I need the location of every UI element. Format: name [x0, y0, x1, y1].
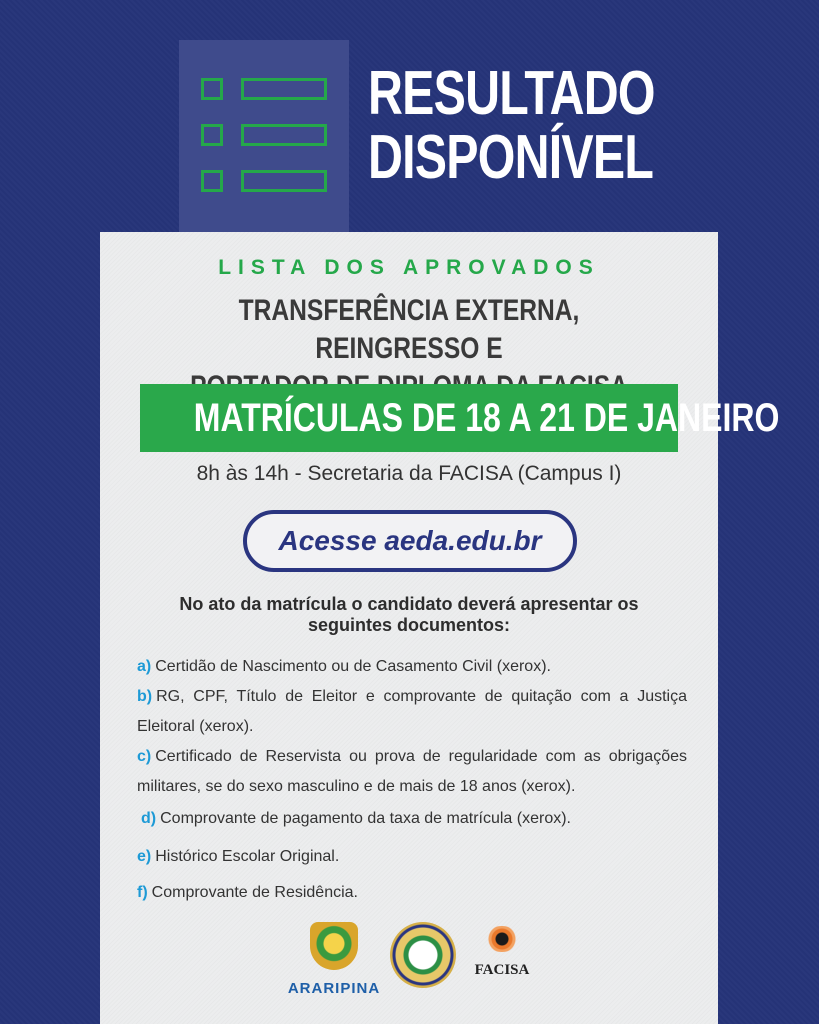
list-item: [137, 682, 687, 742]
aeda-seal-logo: [390, 922, 456, 988]
info-card: [100, 232, 780, 1024]
item-letter: c): [137, 748, 152, 765]
headline-line-2: DISPONÍVEL: [368, 123, 654, 192]
approved-list-label: LISTA DOS APROVADOS: [218, 256, 600, 279]
facisa-logo-text: FACISA: [474, 962, 530, 978]
list-item: [137, 742, 687, 802]
item-text: Comprovante de Residência.: [151, 884, 358, 901]
headline-line-1: RESULTADO: [368, 59, 655, 128]
item-letter: b): [137, 688, 153, 705]
documents-intro-line-2: seguintes documentos:: [307, 615, 511, 635]
item-letter: e): [137, 848, 152, 865]
list-item: [141, 804, 691, 834]
documents-intro-line-1: No ato da matrícula o candidato deverá apresentar os: [179, 594, 639, 614]
list-line-icon: [241, 78, 327, 100]
item-text: Histórico Escolar Original.: [155, 848, 340, 865]
list-line-icon: [241, 124, 327, 146]
enrollment-banner-text: MATRÍCULAS DE 18 A 21 DE JANEIRO: [193, 396, 780, 440]
item-letter: f): [137, 884, 148, 901]
access-website-button[interactable]: Acesse aeda.edu.br: [243, 510, 577, 572]
facisa-logo: [472, 926, 532, 996]
course-title-line-1: TRANSFERÊNCIA EXTERNA, REINGRESSO E: [238, 294, 580, 365]
araripina-logo-text: ARARIPINA: [287, 980, 381, 997]
list-item: [137, 878, 687, 908]
item-text: Certidão de Nascimento ou de Casamento Civil (xerox).: [155, 658, 551, 675]
hours-location: 8h às 14h - Secretaria da FACISA (Campus I): [196, 462, 622, 485]
item-letter: a): [137, 658, 152, 675]
item-text: Comprovante de pagamento da taxa de matrícula (xerox).: [160, 810, 571, 827]
documents-intro: [160, 594, 658, 636]
item-text: RG, CPF, Título de Eleitor e comprovante de quitação com a Justiça Eleitoral (xerox).: [137, 688, 687, 735]
list-item: [137, 652, 687, 682]
araripina-crest-icon: [310, 922, 358, 970]
checklist-icon-panel: [179, 40, 349, 235]
checkbox-icon: [201, 78, 223, 100]
checkbox-icon: [201, 124, 223, 146]
checkbox-icon: [201, 170, 223, 192]
headline: [368, 59, 655, 192]
sponsor-logos: [100, 922, 718, 1002]
item-text: Certificado de Reservista ou prova de regularidade com as obrigações militares, se do sexo masculino e de mais de 18 anos (xerox).: [137, 748, 687, 795]
eye-icon: [482, 926, 522, 952]
list-line-icon: [241, 170, 327, 192]
item-letter: d): [141, 810, 157, 827]
araripina-logo: [286, 922, 382, 998]
enrollment-banner: [140, 384, 780, 452]
list-item: [137, 842, 687, 872]
